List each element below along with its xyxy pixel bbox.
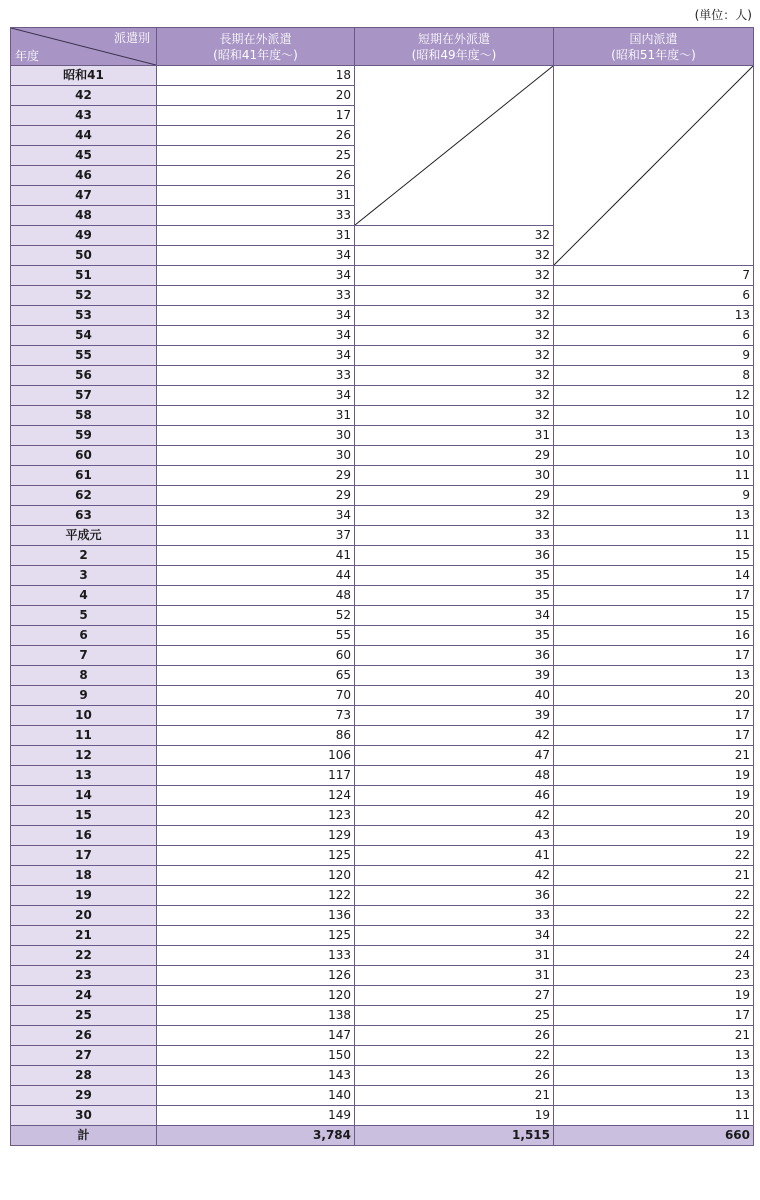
year-cell: 53 xyxy=(11,306,157,326)
header-short-term-title: 短期在外派遣 xyxy=(417,31,490,46)
long-term-cell: 125 xyxy=(157,846,355,866)
year-cell: 46 xyxy=(11,166,157,186)
year-cell: 12 xyxy=(11,746,157,766)
short-term-cell: 32 xyxy=(355,226,554,246)
table-row xyxy=(11,746,754,766)
table-row xyxy=(11,526,754,546)
domestic-cell: 6 xyxy=(554,286,754,306)
year-cell: 25 xyxy=(11,1006,157,1026)
year-cell: 54 xyxy=(11,326,157,346)
table-row xyxy=(11,586,754,606)
domestic-cell: 19 xyxy=(554,786,754,806)
long-term-cell: 34 xyxy=(157,266,355,286)
header-corner-year: 年度 xyxy=(15,49,40,63)
year-cell: 60 xyxy=(11,446,157,466)
year-cell: 14 xyxy=(11,786,157,806)
year-cell: 55 xyxy=(11,346,157,366)
short-term-cell: 26 xyxy=(355,1066,554,1086)
year-cell: 24 xyxy=(11,986,157,1006)
table-row xyxy=(11,766,754,786)
long-term-cell: 41 xyxy=(157,546,355,566)
year-cell: 47 xyxy=(11,186,157,206)
table-row xyxy=(11,706,754,726)
domestic-cell: 19 xyxy=(554,766,754,786)
year-cell: 7 xyxy=(11,646,157,666)
total-domestic: 660 xyxy=(554,1126,754,1146)
long-term-cell: 34 xyxy=(157,506,355,526)
long-term-cell: 149 xyxy=(157,1106,355,1126)
table-row xyxy=(11,446,754,466)
table-row xyxy=(11,726,754,746)
table-row xyxy=(11,286,754,306)
domestic-cell: 15 xyxy=(554,606,754,626)
long-term-cell: 55 xyxy=(157,626,355,646)
year-cell: 48 xyxy=(11,206,157,226)
short-term-cell: 27 xyxy=(355,986,554,1006)
short-term-cell: 48 xyxy=(355,766,554,786)
table-row xyxy=(11,1026,754,1046)
table-row xyxy=(11,986,754,1006)
header-domestic xyxy=(554,28,754,66)
year-cell: 63 xyxy=(11,506,157,526)
year-cell: 23 xyxy=(11,966,157,986)
long-term-cell: 120 xyxy=(157,986,355,1006)
domestic-cell: 15 xyxy=(554,546,754,566)
long-term-cell: 17 xyxy=(157,106,355,126)
year-cell: 20 xyxy=(11,906,157,926)
short-term-cell: 42 xyxy=(355,806,554,826)
long-term-cell: 136 xyxy=(157,906,355,926)
year-cell: 13 xyxy=(11,766,157,786)
year-cell: 49 xyxy=(11,226,157,246)
table-row xyxy=(11,966,754,986)
long-term-cell: 26 xyxy=(157,126,355,146)
year-cell: 22 xyxy=(11,946,157,966)
header-long-term-since: (昭和41年度〜) xyxy=(213,47,298,62)
domestic-cell: 13 xyxy=(554,426,754,446)
short-term-cell: 32 xyxy=(355,386,554,406)
year-cell: 8 xyxy=(11,666,157,686)
short-term-cell: 32 xyxy=(355,506,554,526)
table-row xyxy=(11,466,754,486)
table-row xyxy=(11,566,754,586)
long-term-cell: 25 xyxy=(157,146,355,166)
year-cell: 43 xyxy=(11,106,157,126)
domestic-cell: 17 xyxy=(554,726,754,746)
domestic-cell: 13 xyxy=(554,666,754,686)
long-term-cell: 37 xyxy=(157,526,355,546)
domestic-cell: 12 xyxy=(554,386,754,406)
table-row xyxy=(11,886,754,906)
year-cell: 42 xyxy=(11,86,157,106)
dispatch-table xyxy=(10,27,754,1146)
year-cell: 57 xyxy=(11,386,157,406)
year-cell: 9 xyxy=(11,686,157,706)
year-cell: 26 xyxy=(11,1026,157,1046)
domestic-cell: 19 xyxy=(554,986,754,1006)
long-term-cell: 48 xyxy=(157,586,355,606)
long-term-cell: 52 xyxy=(157,606,355,626)
year-cell: 29 xyxy=(11,1086,157,1106)
domestic-cell: 17 xyxy=(554,586,754,606)
domestic-cell: 10 xyxy=(554,446,754,466)
domestic-cell: 22 xyxy=(554,846,754,866)
domestic-cell: 11 xyxy=(554,526,754,546)
domestic-cell: 21 xyxy=(554,1026,754,1046)
short-term-cell: 33 xyxy=(355,526,554,546)
short-term-cell: 32 xyxy=(355,406,554,426)
short-term-cell: 19 xyxy=(355,1106,554,1126)
table-row xyxy=(11,1006,754,1026)
domestic-cell: 20 xyxy=(554,806,754,826)
domestic-cell: 17 xyxy=(554,1006,754,1026)
domestic-cell: 16 xyxy=(554,626,754,646)
header-long-term-title: 長期在外派遣 xyxy=(219,31,292,46)
year-cell: 18 xyxy=(11,866,157,886)
long-term-cell: 30 xyxy=(157,426,355,446)
year-cell: 昭和41 xyxy=(11,66,157,86)
short-term-cell: 31 xyxy=(355,946,554,966)
domestic-not-applicable xyxy=(554,66,754,266)
long-term-cell: 86 xyxy=(157,726,355,746)
year-cell: 11 xyxy=(11,726,157,746)
short-term-cell: 26 xyxy=(355,1026,554,1046)
short-term-cell: 32 xyxy=(355,306,554,326)
domestic-cell: 22 xyxy=(554,886,754,906)
table-row xyxy=(11,646,754,666)
long-term-cell: 31 xyxy=(157,406,355,426)
domestic-cell: 9 xyxy=(554,346,754,366)
short-term-cell: 32 xyxy=(355,346,554,366)
total-label: 計 xyxy=(11,1126,157,1146)
year-cell: 6 xyxy=(11,626,157,646)
domestic-cell: 13 xyxy=(554,1086,754,1106)
short-term-cell: 32 xyxy=(355,286,554,306)
not-applicable-diagonal xyxy=(554,66,753,265)
long-term-cell: 138 xyxy=(157,1006,355,1026)
year-cell: 5 xyxy=(11,606,157,626)
domestic-cell: 11 xyxy=(554,1106,754,1126)
short-term-cell: 32 xyxy=(355,266,554,286)
short-term-cell: 41 xyxy=(355,846,554,866)
table-row xyxy=(11,606,754,626)
table-row xyxy=(11,486,754,506)
year-cell: 28 xyxy=(11,1066,157,1086)
long-term-cell: 34 xyxy=(157,386,355,406)
long-term-cell: 124 xyxy=(157,786,355,806)
long-term-cell: 34 xyxy=(157,326,355,346)
short-term-cell: 21 xyxy=(355,1086,554,1106)
long-term-cell: 143 xyxy=(157,1066,355,1086)
domestic-cell: 7 xyxy=(554,266,754,286)
table-row xyxy=(11,686,754,706)
short-term-cell: 31 xyxy=(355,426,554,446)
table-row xyxy=(11,1086,754,1106)
table-row xyxy=(11,926,754,946)
short-term-cell: 32 xyxy=(355,366,554,386)
year-cell: 平成元 xyxy=(11,526,157,546)
short-term-cell: 32 xyxy=(355,326,554,346)
domestic-cell: 24 xyxy=(554,946,754,966)
header-domestic-title: 国内派遣 xyxy=(629,31,678,46)
short-term-cell: 33 xyxy=(355,906,554,926)
domestic-cell: 22 xyxy=(554,906,754,926)
domestic-cell: 9 xyxy=(554,486,754,506)
domestic-cell: 6 xyxy=(554,326,754,346)
year-cell: 21 xyxy=(11,926,157,946)
table-row xyxy=(11,326,754,346)
short-term-cell: 34 xyxy=(355,926,554,946)
long-term-cell: 26 xyxy=(157,166,355,186)
table-row xyxy=(11,1106,754,1126)
table-row xyxy=(11,826,754,846)
short-term-cell: 43 xyxy=(355,826,554,846)
long-term-cell: 73 xyxy=(157,706,355,726)
year-cell: 61 xyxy=(11,466,157,486)
table-row xyxy=(11,346,754,366)
long-term-cell: 120 xyxy=(157,866,355,886)
short-term-cell: 36 xyxy=(355,646,554,666)
year-cell: 19 xyxy=(11,886,157,906)
short-term-cell: 29 xyxy=(355,446,554,466)
year-cell: 30 xyxy=(11,1106,157,1126)
table-row xyxy=(11,786,754,806)
domestic-cell: 20 xyxy=(554,686,754,706)
long-term-cell: 117 xyxy=(157,766,355,786)
long-term-cell: 29 xyxy=(157,466,355,486)
long-term-cell: 20 xyxy=(157,86,355,106)
short-term-cell: 22 xyxy=(355,1046,554,1066)
year-cell: 4 xyxy=(11,586,157,606)
short-term-cell: 29 xyxy=(355,486,554,506)
domestic-cell: 17 xyxy=(554,706,754,726)
short-term-cell: 42 xyxy=(355,726,554,746)
header-corner-cell xyxy=(11,28,157,66)
total-long-term: 3,784 xyxy=(157,1126,355,1146)
not-applicable-diagonal xyxy=(355,66,553,225)
table-header-row xyxy=(11,28,754,66)
short-term-cell: 40 xyxy=(355,686,554,706)
table-row xyxy=(11,266,754,286)
domestic-cell: 14 xyxy=(554,566,754,586)
short-term-cell: 36 xyxy=(355,886,554,906)
domestic-cell: 13 xyxy=(554,1046,754,1066)
year-cell: 16 xyxy=(11,826,157,846)
total-row xyxy=(11,1126,754,1146)
long-term-cell: 29 xyxy=(157,486,355,506)
long-term-cell: 18 xyxy=(157,66,355,86)
long-term-cell: 33 xyxy=(157,286,355,306)
long-term-cell: 147 xyxy=(157,1026,355,1046)
table-row xyxy=(11,306,754,326)
year-cell: 45 xyxy=(11,146,157,166)
long-term-cell: 140 xyxy=(157,1086,355,1106)
long-term-cell: 133 xyxy=(157,946,355,966)
long-term-cell: 125 xyxy=(157,926,355,946)
year-cell: 17 xyxy=(11,846,157,866)
long-term-cell: 60 xyxy=(157,646,355,666)
short-term-cell: 46 xyxy=(355,786,554,806)
long-term-cell: 34 xyxy=(157,246,355,266)
long-term-cell: 30 xyxy=(157,446,355,466)
header-corner-dispatch-type: 派遣別 xyxy=(113,31,150,45)
domestic-cell: 11 xyxy=(554,466,754,486)
table-row xyxy=(11,506,754,526)
short-term-cell: 35 xyxy=(355,566,554,586)
table-row xyxy=(11,626,754,646)
short-term-cell: 39 xyxy=(355,706,554,726)
domestic-cell: 17 xyxy=(554,646,754,666)
short-term-cell: 36 xyxy=(355,546,554,566)
long-term-cell: 122 xyxy=(157,886,355,906)
domestic-cell: 13 xyxy=(554,506,754,526)
table-row xyxy=(11,406,754,426)
table-row xyxy=(11,906,754,926)
table-row xyxy=(11,846,754,866)
year-cell: 56 xyxy=(11,366,157,386)
year-cell: 27 xyxy=(11,1046,157,1066)
long-term-cell: 123 xyxy=(157,806,355,826)
long-term-cell: 44 xyxy=(157,566,355,586)
table-row xyxy=(11,66,754,86)
year-cell: 10 xyxy=(11,706,157,726)
total-short-term: 1,515 xyxy=(355,1126,554,1146)
short-term-cell: 32 xyxy=(355,246,554,266)
table-row xyxy=(11,386,754,406)
table-row xyxy=(11,666,754,686)
long-term-cell: 65 xyxy=(157,666,355,686)
table-body xyxy=(11,66,754,1126)
domestic-cell: 22 xyxy=(554,926,754,946)
short-term-cell: 39 xyxy=(355,666,554,686)
long-term-cell: 34 xyxy=(157,346,355,366)
long-term-cell: 34 xyxy=(157,306,355,326)
short-term-cell: 42 xyxy=(355,866,554,886)
short-term-cell: 35 xyxy=(355,586,554,606)
short-term-cell: 34 xyxy=(355,606,554,626)
domestic-cell: 23 xyxy=(554,966,754,986)
domestic-cell: 19 xyxy=(554,826,754,846)
domestic-cell: 13 xyxy=(554,1066,754,1086)
year-cell: 50 xyxy=(11,246,157,266)
header-short-term xyxy=(355,28,554,66)
year-cell: 59 xyxy=(11,426,157,446)
short-term-cell: 35 xyxy=(355,626,554,646)
header-short-term-since: (昭和49年度〜) xyxy=(411,47,497,62)
domestic-cell: 10 xyxy=(554,406,754,426)
year-cell: 2 xyxy=(11,546,157,566)
year-cell: 58 xyxy=(11,406,157,426)
long-term-cell: 106 xyxy=(157,746,355,766)
year-cell: 62 xyxy=(11,486,157,506)
domestic-cell: 13 xyxy=(554,306,754,326)
long-term-cell: 31 xyxy=(157,226,355,246)
header-long-term xyxy=(157,28,355,66)
table-row xyxy=(11,1046,754,1066)
domestic-cell: 21 xyxy=(554,746,754,766)
short-term-cell: 31 xyxy=(355,966,554,986)
long-term-cell: 70 xyxy=(157,686,355,706)
table-row xyxy=(11,1066,754,1086)
short-term-cell: 47 xyxy=(355,746,554,766)
domestic-cell: 8 xyxy=(554,366,754,386)
year-cell: 52 xyxy=(11,286,157,306)
year-cell: 15 xyxy=(11,806,157,826)
long-term-cell: 126 xyxy=(157,966,355,986)
year-cell: 51 xyxy=(11,266,157,286)
short-term-not-applicable xyxy=(355,66,554,226)
long-term-cell: 33 xyxy=(157,366,355,386)
long-term-cell: 129 xyxy=(157,826,355,846)
unit-note: (単位：人) xyxy=(694,8,752,22)
table-row xyxy=(11,866,754,886)
table-row xyxy=(11,546,754,566)
long-term-cell: 150 xyxy=(157,1046,355,1066)
long-term-cell: 31 xyxy=(157,186,355,206)
header-domestic-since: (昭和51年度〜) xyxy=(611,47,696,62)
table-row xyxy=(11,806,754,826)
table-row xyxy=(11,366,754,386)
domestic-cell: 21 xyxy=(554,866,754,886)
short-term-cell: 30 xyxy=(355,466,554,486)
short-term-cell: 25 xyxy=(355,1006,554,1026)
table-row xyxy=(11,946,754,966)
long-term-cell: 33 xyxy=(157,206,355,226)
table-row xyxy=(11,426,754,446)
year-cell: 3 xyxy=(11,566,157,586)
year-cell: 44 xyxy=(11,126,157,146)
